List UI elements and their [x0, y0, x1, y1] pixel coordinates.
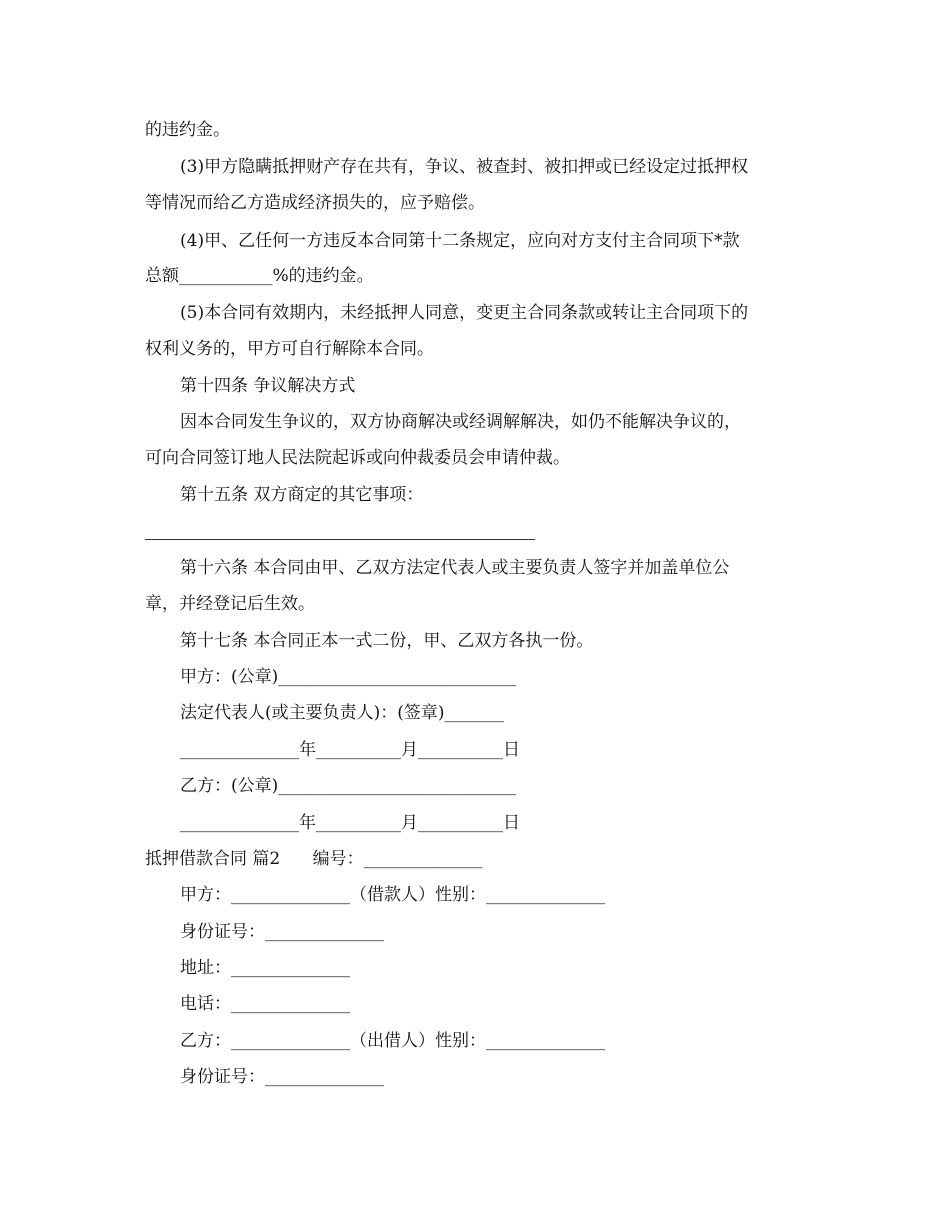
section-heading: 第十四条 争议解决方式: [180, 376, 356, 396]
form-line: 身份证号：______________: [180, 922, 384, 942]
signature-line: 法定代表人(或主要负责人)：(签章)_______: [180, 703, 505, 723]
blank-rule: [145, 539, 535, 540]
text-line: 总额___________%的违约金。: [145, 266, 374, 286]
text-line: 因本合同发生争议的，双方协商解决或经调解解决，如仍不能解决争议的，: [180, 412, 741, 432]
text-line: 可向合同签订地人民法院起诉或向仲裁委员会申请仲裁。: [145, 448, 570, 468]
date-line: ______________年__________月__________日: [180, 813, 520, 833]
form-line: 地址：______________: [180, 958, 350, 978]
text-line: (5)本合同有效期内，未经抵押人同意，变更主合同条款或转让主合同项下的: [180, 303, 749, 323]
form-line: 身份证号：______________: [180, 1067, 384, 1087]
signature-line: 乙方：(公章)____________________________: [180, 776, 517, 796]
signature-line: 甲方：(公章)____________________________: [180, 667, 517, 687]
form-line: 乙方：______________（出借人）性别：______________: [180, 1031, 605, 1051]
form-line: 电话：______________: [180, 994, 350, 1014]
text-line: 第十六条 本合同由甲、乙双方法定代表人或主要负责人签字并加盖单位公: [180, 558, 730, 578]
form-line: 甲方：______________（借款人）性别：______________: [180, 885, 605, 905]
text-line: 等情况而给乙方造成经济损失的，应予赔偿。: [145, 193, 485, 213]
text-line: (3)甲方隐瞒抵押财产存在共有，争议、被查封、被扣押或已经设定过抵押权: [180, 157, 749, 177]
document-title: 抵押借款合同 篇2 编号：______________: [145, 849, 483, 869]
text-line: 的违约金。: [145, 120, 230, 140]
text-line: 第十七条 本合同正本一式二份，甲、乙双方各执一份。: [180, 631, 594, 651]
text-line: (4)甲、乙任何一方违反本合同第十二条规定，应向对方支付主合同项下*款: [180, 231, 740, 251]
text-line: 章，并经登记后生效。: [145, 594, 315, 614]
section-heading: 第十五条 双方商定的其它事项：: [180, 485, 424, 505]
text-line: 权利义务的，甲方可自行解除本合同。: [145, 339, 434, 359]
date-line: ______________年__________月__________日: [180, 740, 520, 760]
